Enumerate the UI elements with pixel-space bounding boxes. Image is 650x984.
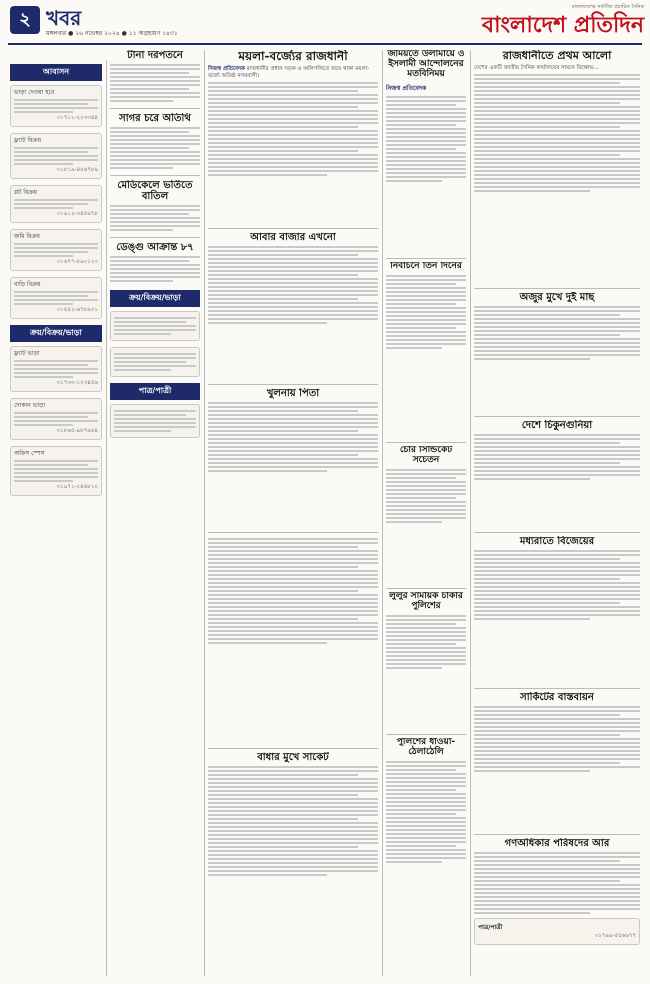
ad-title: পাত্র/পাত্রী xyxy=(478,924,503,931)
entry-phone: ০১৯১২-৩৪৫৬৭৮ xyxy=(56,211,98,217)
classified-entry xyxy=(10,133,102,179)
column-divider xyxy=(106,60,107,976)
story-headline: আবার বাজার এখনো xyxy=(250,232,336,243)
classified-entry xyxy=(10,85,102,127)
boiler-story xyxy=(386,446,466,586)
ad-phone: ০১৭৯৯-৫৫৬৬৭৭ xyxy=(594,933,636,939)
classified-entry xyxy=(10,229,102,271)
entry-title: ভাড়া দেওয়া হবে xyxy=(14,89,55,96)
islamic-story xyxy=(386,50,466,255)
bottom-ad xyxy=(474,918,640,945)
nirvachon-story xyxy=(386,262,466,440)
story-headline: গণঅধিকার পরিষদের আর xyxy=(504,838,610,849)
column-divider xyxy=(204,50,205,976)
anjar-story xyxy=(474,292,640,414)
story-headline: অজুর মুখে দুই মাছ xyxy=(519,292,595,303)
masthead xyxy=(478,4,644,38)
lead-text: দেশের একটি জাতীয় দৈনিক কার্যালয়ের সামনে বিক্ষোভ... xyxy=(474,65,599,72)
kotha-story xyxy=(474,838,640,974)
khulna-story xyxy=(208,388,378,528)
masthead-name: বাংলাদেশ প্রতিদিন xyxy=(481,12,644,38)
entry-title: জমি বিক্রয় xyxy=(14,233,40,240)
story-headline: সার্কিটের বাস্তবায়ন xyxy=(520,692,594,703)
story-headline: রাজধানীতে প্রথম আলো xyxy=(502,50,612,62)
entry-title: বাড়ি বিক্রয় xyxy=(14,281,41,288)
story-headline: মেডিকেলে ভর্তিতে বাতিল xyxy=(117,180,193,202)
classified-entry xyxy=(10,446,102,496)
ad-heading-2: পাত্র/পাত্রী xyxy=(110,383,200,400)
story-headline: সাগর চরে অতিথি xyxy=(119,113,191,124)
entry-title: ফ্ল্যাট ভাড়া xyxy=(14,350,40,357)
story-byline: নিজস্ব প্রতিবেদক xyxy=(386,84,427,92)
story-tana-dorpotone xyxy=(110,50,200,104)
column-divider xyxy=(470,50,471,976)
story-headline: মধ্যরাতে বিজেয়ের xyxy=(519,536,595,547)
story-headline: নির্বাচনে তিন দিনের xyxy=(390,262,462,271)
entry-phone: ০১৬৭৭-৮৯০১২৩ xyxy=(56,259,98,265)
classified-entry xyxy=(10,185,102,223)
entry-phone: ০১৮১৯-৪৫৬৭৮৯ xyxy=(56,167,98,173)
top-story xyxy=(208,50,378,225)
classifieds-heading-2: ক্রয়/বিক্রয়/ভাড়া xyxy=(10,325,102,342)
middle-story xyxy=(208,536,378,746)
header-rule xyxy=(8,43,642,45)
story-headline: বাধার মুখে সাকেট xyxy=(257,752,329,763)
classifieds-column xyxy=(10,64,102,976)
page-header xyxy=(0,0,650,42)
mofo-story xyxy=(474,536,640,686)
classified-entry xyxy=(110,404,200,438)
entry-phone: ০১৫৫২-৬৭৮৯০১ xyxy=(56,307,98,313)
story-headline: চোর সিন্ডিকেট সচেতন xyxy=(399,446,453,465)
bazar-story xyxy=(208,232,378,382)
story-headline: ডেঙ্গু আক্রান্ত ৮৭ xyxy=(116,242,194,253)
news-column-2 xyxy=(110,50,200,976)
entry-title: দোকান ভাড়া xyxy=(14,402,45,409)
story-headline: লুলুর সাময়িক চাকরি পুলিশের xyxy=(389,592,463,611)
story-sagor-chore xyxy=(110,113,200,171)
sarkar-story xyxy=(474,692,640,832)
page-number: ২ xyxy=(10,6,40,34)
arrow-story xyxy=(386,592,466,732)
section-title: খবর xyxy=(46,6,82,30)
entry-title: অফিস স্পেস xyxy=(14,450,45,457)
entry-title: প্লট বিক্রয় xyxy=(14,189,37,196)
story-headline: টানা দরপতনে xyxy=(127,50,183,61)
story-dengue xyxy=(110,242,200,284)
police-story xyxy=(208,752,378,974)
dateline: মঙ্গলবার ● ২৬ নভেম্বর ২০২৪ ● ১১ অগ্রহায়ণ ১৪৩১ xyxy=(46,30,178,37)
masthead-tagline: বাংলাদেশের সর্বাধিক প্রচারিত দৈনিক xyxy=(571,4,644,10)
main-right-story xyxy=(474,50,640,285)
story-headline: দেশে চিকুনগুনিয়া xyxy=(521,420,593,431)
classified-entry xyxy=(10,346,102,392)
entry-phone: ০১৯৭১-২৪৬৮১০ xyxy=(56,484,98,490)
desh-story xyxy=(474,420,640,530)
entry-phone: ০১৮৬৫-৯৮৭৬৫৪ xyxy=(56,428,98,434)
classifieds-heading: আবাসন xyxy=(10,64,102,81)
story-medical xyxy=(110,180,200,233)
entry-phone: ০১৭৩০-১২৩৪৫৬ xyxy=(56,380,98,386)
classified-entry xyxy=(110,347,200,377)
classified-entry xyxy=(10,398,102,440)
story-headline: জমিয়তে উলামায়ে ও ইসলামী আন্দোলনের মতবিনিময় xyxy=(387,50,465,79)
column-divider xyxy=(382,50,383,976)
entry-phone: ০১৭১১-২২৩৩৪৪ xyxy=(56,115,98,121)
thakur-story xyxy=(386,738,466,974)
story-headline: খুলনায় পিতা xyxy=(266,388,320,399)
lead-text: রাজধানীর প্রধান সড়ক ও অলিগলিতে জমে থাকা ময়লা-বর্জ্যে অতিষ্ঠ নগরবাসী। xyxy=(208,66,370,80)
entry-title: ফ্ল্যাট বিক্রয় xyxy=(14,137,41,144)
classified-entry xyxy=(110,311,200,341)
story-headline: ময়লা-বর্জ্যের রাজধানী xyxy=(238,50,348,63)
lead-tag: নিজস্ব প্রতিবেদক xyxy=(208,66,245,73)
ad-heading: ক্রয়/বিক্রয়/ভাড়া xyxy=(110,290,200,307)
story-headline: পুলিশের ধাওয়া-ঠেলাঠেলি xyxy=(396,738,456,757)
classified-entry xyxy=(10,277,102,319)
